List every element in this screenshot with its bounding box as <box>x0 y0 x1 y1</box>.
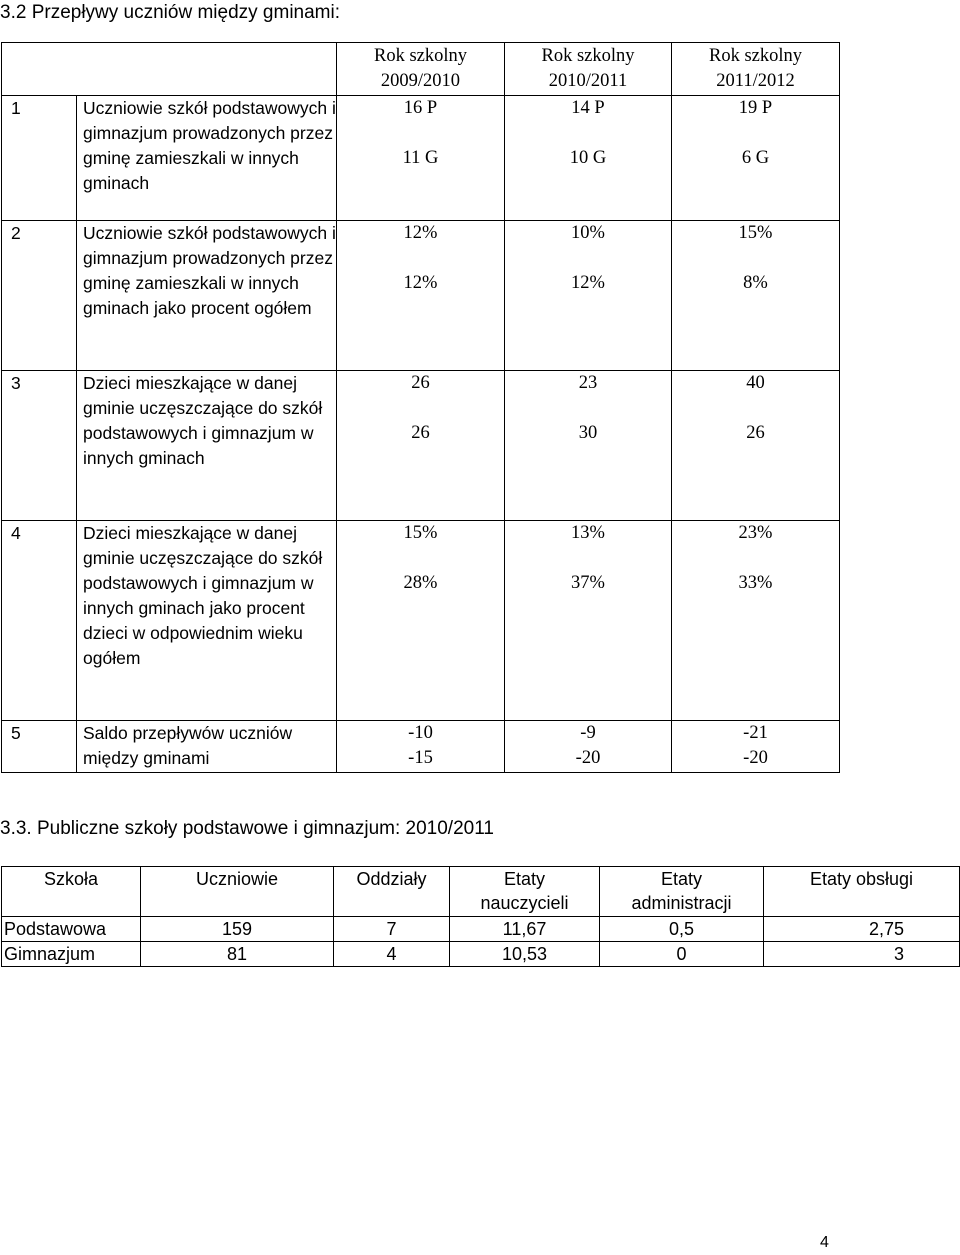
cell-students: 159 <box>141 917 334 942</box>
cell-classes: 7 <box>334 917 450 942</box>
table-row <box>2 371 840 521</box>
header-year-2010-2011: Rok szkolny 2010/2011 <box>505 43 672 96</box>
cell-service-posts: 2,75 <box>764 917 960 942</box>
header-year-2009-2010: Rok szkolny 2009/2010 <box>337 43 505 96</box>
row-label: Uczniowie szkół podstawowych i gimnazjum prowadzonych przez gminę zamieszkali w innych gminach jako procent ogółem <box>77 221 337 371</box>
cell-admin-posts: 0,5 <box>600 917 764 942</box>
cell-teacher-posts: 11,67 <box>450 917 600 942</box>
row-label: Uczniowie szkół podstawowych i gimnazjum prowadzonych przez gminę zamieszkali w innych gminach <box>77 96 337 221</box>
header-school: Szkoła <box>2 867 141 917</box>
section-heading-3-3: 3.3. Publiczne szkoły podstawowe i gimnazjum: 2010/2011 <box>0 818 494 839</box>
header-year-2011-2012: Rok szkolny 2011/2012 <box>672 43 840 96</box>
header-admin-posts: Etaty administracji <box>600 867 764 917</box>
header-classes: Oddziały <box>334 867 450 917</box>
cell-admin-posts: 0 <box>600 942 764 967</box>
value-cell: 16 P 11 G <box>337 96 505 221</box>
value-cell: 10% 12% <box>505 221 672 371</box>
cell-school: Podstawowa <box>2 917 141 942</box>
value-cell: 14 P 10 G <box>505 96 672 221</box>
page-number: 4 <box>820 1234 829 1251</box>
row-number: 4 <box>2 521 77 721</box>
row-number: 2 <box>2 221 77 371</box>
row-label: Dzieci mieszkające w danej gminie uczęszczające do szkół podstawowych i gimnazjum w innych gminach jako procent dzieci w odpowiednim wieku ogółem <box>77 521 337 721</box>
value-cell: -21 -20 <box>672 721 840 773</box>
value-cell: -9 -20 <box>505 721 672 773</box>
table-row <box>2 521 840 721</box>
value-cell: 23 30 <box>505 371 672 521</box>
value-cell: 40 26 <box>672 371 840 521</box>
cell-service-posts: 3 <box>764 942 960 967</box>
header-empty-cell <box>2 43 337 96</box>
table-row <box>2 721 840 773</box>
table-header-row <box>2 43 840 96</box>
header-teacher-posts: Etaty nauczycieli <box>450 867 600 917</box>
row-label: Saldo przepływów uczniów między gminami <box>77 721 337 773</box>
cell-school: Gimnazjum <box>2 942 141 967</box>
table-row <box>2 917 960 942</box>
header-service-posts: Etaty obsługi <box>764 867 960 917</box>
table-row <box>2 942 960 967</box>
schools-table <box>1 866 960 967</box>
cell-classes: 4 <box>334 942 450 967</box>
student-flows-table <box>1 42 840 773</box>
value-cell: 15% 28% <box>337 521 505 721</box>
header-students: Uczniowie <box>141 867 334 917</box>
row-number: 1 <box>2 96 77 221</box>
value-cell: 12% 12% <box>337 221 505 371</box>
row-number: 5 <box>2 721 77 773</box>
value-cell: 13% 37% <box>505 521 672 721</box>
table-row <box>2 96 840 221</box>
cell-teacher-posts: 10,53 <box>450 942 600 967</box>
row-label: Dzieci mieszkające w danej gminie uczęszczające do szkół podstawowych i gimnazjum w innych gminach <box>77 371 337 521</box>
section-heading-3-2: 3.2 Przepływy uczniów między gminami: <box>0 2 341 23</box>
cell-students: 81 <box>141 942 334 967</box>
table-row <box>2 221 840 371</box>
row-number: 3 <box>2 371 77 521</box>
value-cell: 26 26 <box>337 371 505 521</box>
value-cell: -10 -15 <box>337 721 505 773</box>
table-header-row <box>2 867 960 917</box>
value-cell: 23% 33% <box>672 521 840 721</box>
value-cell: 15% 8% <box>672 221 840 371</box>
value-cell: 19 P 6 G <box>672 96 840 221</box>
